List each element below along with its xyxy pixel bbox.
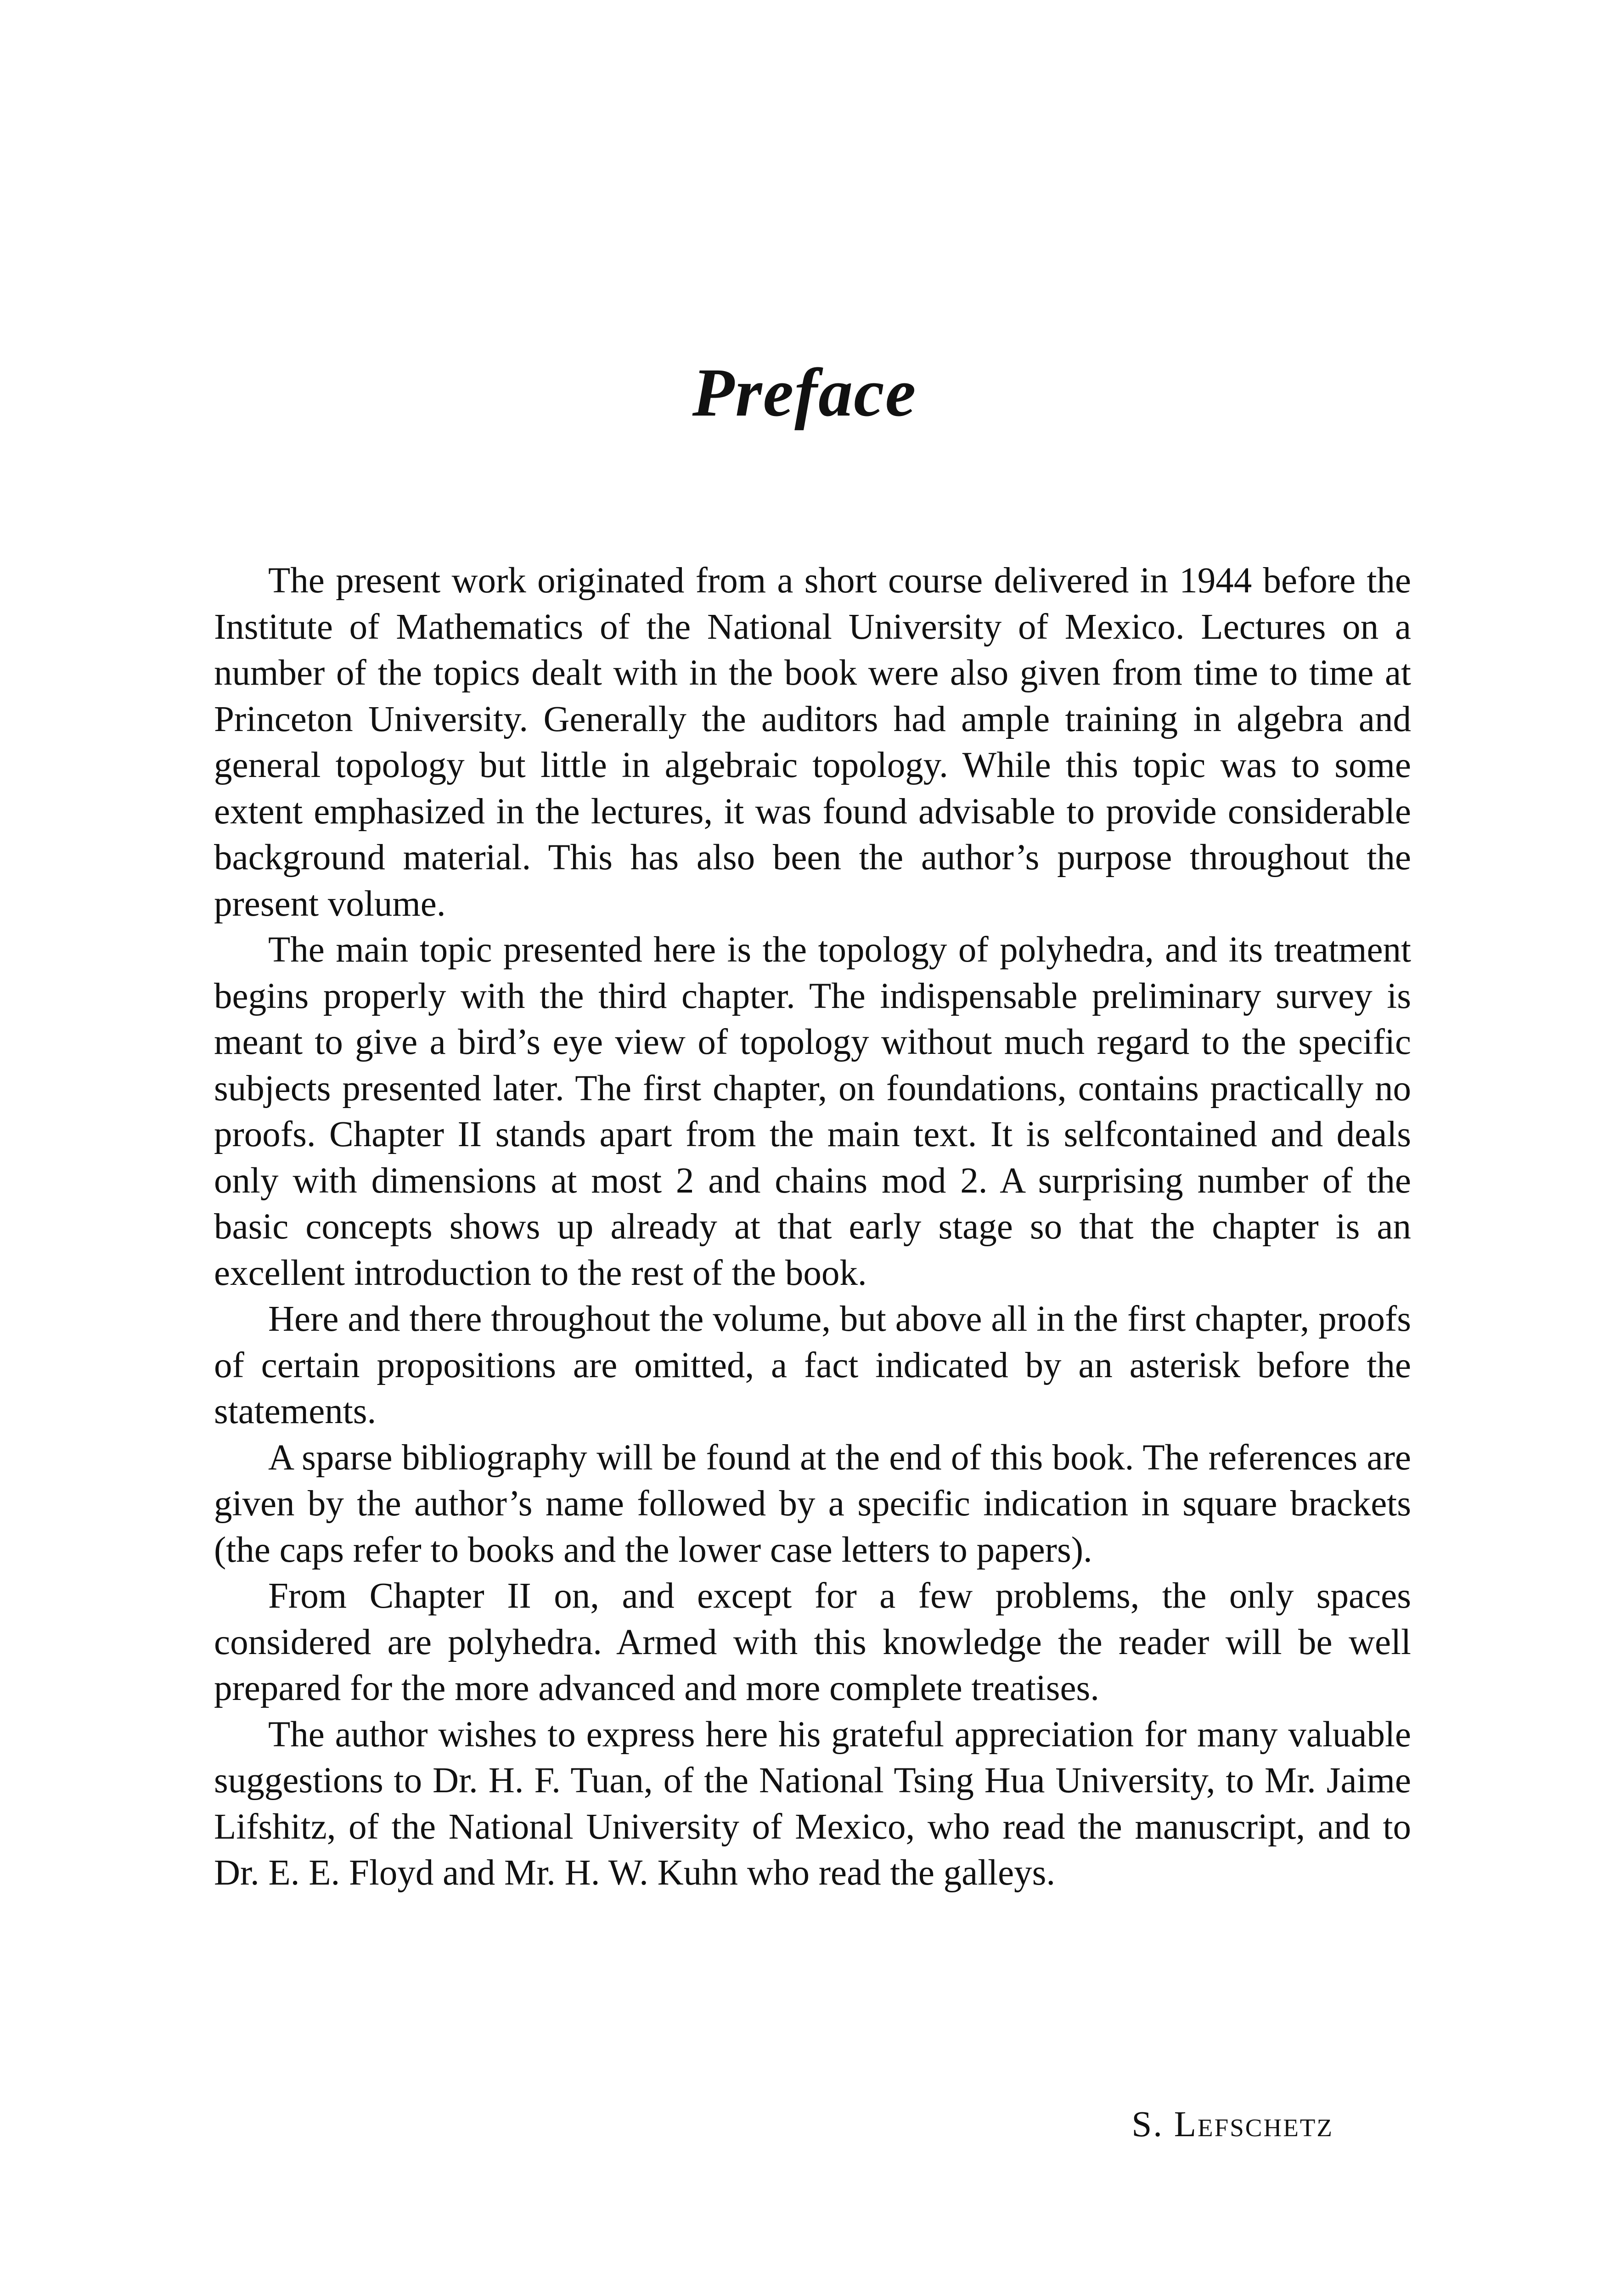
paragraph-origin: The present work originated from a short course delivered in 1944 before the Institute of Mathematics of the National University of Mexico. Lectures on a number of the topics dealt with in the book were also given from time to time at Princeton University. Generally the auditors had ample training in algebra and general topology but little in algebraic topology. While this topic was to some extent emphasized in the lectures, it was found advisable to provide considerable background material. This has also been the author’s purpose throughout the present volume. [214, 561, 1411, 924]
page-title: Preface [692, 355, 917, 431]
paragraph-main-topic: The main topic presented here is the topology of polyhedra, and its treatment begins properly with the third chapter. The indispensable preliminary survey is meant to give a bird’s eye view of topology without much regard to the specific subjects presented later. The first chapter, on foundations, contains practically no proofs. Chapter II stands apart from the main text. It is selfcontained and deals only with dimensions at most 2 and chains mod 2. A surprising number of the basic concepts shows up already at that early stage so that the chapter is an excellent introduction to the rest of the book. [214, 930, 1411, 1293]
author-signature: S. Lefschetz [1131, 2105, 1333, 2144]
paragraph-acknowledgements: The author wishes to express here his grateful appreciation for many valuable suggestions to Dr. H. F. Tuan, of the National Tsing Hua University, to Mr. Jaime Lifshitz, of the National University of Mexico, who read the manuscript, and to Dr. E. E. Floyd and Mr. H. W. Kuhn who read the galleys. [214, 1714, 1411, 1893]
paragraph-omitted-proofs: Here and there throughout the volume, but above all in the first chapter, proofs of certain propositions are omitted, a fact indicated by an asterisk before the statements. [214, 1299, 1411, 1431]
preface-body [214, 558, 1411, 1896]
paragraph-polyhedra: From Chapter II on, and except for a few problems, the only spaces considered are polyhedra. Armed with this knowledge the reader will be well prepared for the more advanced and more complete treatises. [214, 1576, 1411, 1708]
paragraph-bibliography: A sparse bibliography will be found at the end of this book. The references are given by the author’s name followed by a specific indication in square brackets (the caps refer to books and the lower case letters to papers). [214, 1437, 1411, 1570]
